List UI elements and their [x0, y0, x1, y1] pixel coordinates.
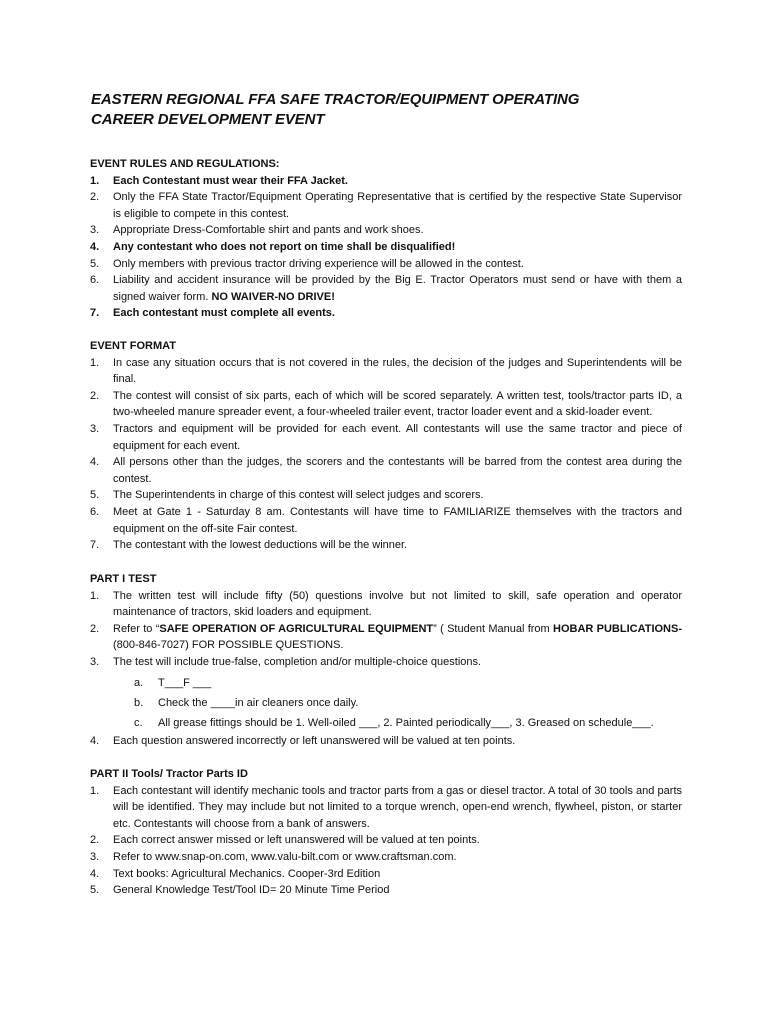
part1-item: [90, 733, 682, 750]
rule-item: [90, 305, 682, 322]
example-text: T___F ___: [158, 676, 212, 689]
rule-number: 5.: [90, 257, 100, 270]
title-line-1: EASTERN REGIONAL FFA SAFE TRACTOR/EQUIPMENT OPERATING: [91, 91, 580, 108]
part1-number: 4.: [90, 734, 100, 747]
part2-item: [90, 849, 682, 866]
part2-text: Refer to www.snap-on.com, www.valu-bilt.com or www.craftsman.com.: [113, 850, 457, 863]
title-line-2: CAREER DEVELOPMENT EVENT: [91, 111, 325, 128]
rule-text: Each contestant must complete all events.: [113, 307, 335, 320]
rules-heading: EVENT RULES AND REGULATIONS:: [90, 158, 280, 170]
rule-text: Each Contestant must wear their FFA Jacket.: [113, 174, 348, 187]
part1-section: [90, 571, 682, 749]
part2-heading: PART II Tools/ Tractor Parts ID: [90, 768, 248, 780]
format-item: [90, 537, 682, 554]
format-text: The Superintendents in charge of this contest will select judges and scorers.: [113, 489, 484, 502]
format-text: All persons other than the judges, the scorers and the contestants will be barred from the contest area during the contest.: [113, 456, 682, 485]
part2-section: [90, 766, 682, 899]
rule-text: Only the FFA State Tractor/Equipment Operating Representative that is certified by the respective State Supervisor is eligible to compete in this contest.: [113, 191, 682, 220]
rule-text: Only members with previous tractor driving experience will be allowed in the contest.: [113, 257, 524, 270]
example-question: [90, 713, 682, 733]
reference-book-title: SAFE OPERATION OF AGRICULTURAL EQUIPMENT: [159, 622, 434, 635]
waiver-warning: NO WAIVER-NO DRIVE!: [211, 290, 335, 303]
rule-text: Appropriate Dress-Comfortable shirt and pants and work shoes.: [113, 224, 424, 237]
part2-text: Each correct answer missed or left unanswered will be valued at ten points.: [113, 834, 480, 847]
format-number: 2.: [90, 389, 100, 402]
part2-text: Text books: Agricultural Mechanics. Cooper-3rd Edition: [113, 867, 381, 880]
format-text: Tractors and equipment will be provided for each event. All contestants will use the same tractor and piece of equipment for each event.: [113, 422, 682, 452]
rules-section: [90, 156, 682, 322]
reference-prefix: Refer to “: [113, 622, 160, 635]
rule-item: [90, 272, 682, 305]
part2-item: [90, 882, 682, 899]
format-number: 7.: [90, 539, 100, 552]
part1-item: [90, 621, 682, 654]
rule-number: 7.: [90, 307, 100, 320]
part1-number: 3.: [90, 655, 100, 668]
part1-number: 2.: [90, 622, 100, 635]
part1-text: Each question answered incorrectly or left unanswered will be valued at ten points.: [113, 734, 516, 747]
format-text: In case any situation occurs that is not covered in the rules, the decision of the judges and Superintendents will be final.: [113, 356, 682, 386]
format-item: [90, 504, 682, 537]
part1-number: 1.: [90, 589, 100, 602]
part1-heading: PART I TEST: [90, 573, 157, 585]
part2-item: [90, 866, 682, 883]
example-question: [90, 673, 682, 693]
format-number: 4.: [90, 456, 100, 469]
reference-middle: ” ( Student Manual from: [433, 622, 554, 635]
format-number: 5.: [90, 489, 100, 502]
example-letter: b.: [134, 696, 144, 709]
part1-text: The written test will include fifty (50) questions involve but not limited to skill, safe operation and operator maintenance of tractors, skid loaders and equipment.: [113, 589, 682, 619]
format-heading: EVENT FORMAT: [90, 340, 176, 352]
format-item: [90, 388, 682, 421]
format-text: Meet at Gate 1 - Saturday 8 am. Contestants will have time to FAMILIARIZE themselves with the tractors and equipment on the off-site Fair contest.: [113, 505, 682, 535]
format-item: [90, 454, 682, 487]
rule-item: [90, 173, 682, 190]
part2-item: [90, 783, 682, 833]
format-number: 3.: [90, 422, 100, 435]
part2-number: 2.: [90, 834, 100, 847]
format-item: [90, 487, 682, 504]
document-title: [91, 90, 579, 130]
part2-text: Each contestant will identify mechanic tools and tractor parts from a gas or diesel tractor. A total of 30 tools and parts will be identified. They may include but not limited to a torque wrench, open-end wrench, flywheel, piston, or starter etc. Contestants will choose from a bank of answers.: [113, 784, 682, 830]
part1-item: [90, 588, 682, 621]
format-text: The contest will consist of six parts, each of which will be scored separately. A written test, tools/tractor parts ID, a two-wheeled manure spreader event, a four-wheeled trailer event, tractor loader event and a skid-loader event.: [113, 389, 682, 419]
format-section: [90, 338, 682, 554]
part2-number: 1.: [90, 784, 100, 797]
reference-publisher: HOBAR PUBLICATIONS-: [553, 622, 683, 635]
part1-item: [90, 654, 682, 671]
part2-number: 4.: [90, 867, 100, 880]
format-item: [90, 421, 682, 454]
part2-number: 3.: [90, 850, 100, 863]
example-letter: a.: [134, 676, 144, 689]
rule-item: [90, 239, 682, 256]
format-number: 6.: [90, 505, 100, 518]
rule-text: Liability and accident insurance will be provided by the Big E. Tractor Operators must send or have with them a signed waiver form.: [113, 274, 682, 303]
format-text: The contestant with the lowest deductions will be the winner.: [113, 539, 408, 552]
rule-number: 6.: [90, 274, 100, 287]
rule-number: 1.: [90, 174, 100, 187]
example-text: All grease fittings should be 1. Well-oiled ___, 2. Painted periodically___, 3. Greased on schedule___.: [158, 716, 654, 729]
rule-number: 2.: [90, 191, 100, 204]
example-question: [90, 693, 682, 713]
example-text: Check the ____in air cleaners once daily.: [158, 696, 359, 709]
part1-text: The test will include true-false, completion and/or multiple-choice questions.: [113, 655, 482, 668]
rule-text: Any contestant who does not report on time shall be disqualified!: [113, 240, 456, 253]
rule-item: [90, 222, 682, 239]
format-item: [90, 355, 682, 388]
rule-number: 4.: [90, 240, 100, 253]
format-number: 1.: [90, 356, 100, 369]
rule-number: 3.: [90, 224, 100, 237]
part2-number: 5.: [90, 884, 100, 897]
part2-text: General Knowledge Test/Tool ID= 20 Minute Time Period: [113, 884, 390, 897]
part2-item: [90, 832, 682, 849]
rule-item: [90, 189, 682, 222]
example-letter: c.: [134, 716, 143, 729]
rule-item: [90, 256, 682, 273]
reference-suffix: (800-846-7027) FOR POSSIBLE QUESTIONS.: [113, 639, 344, 652]
